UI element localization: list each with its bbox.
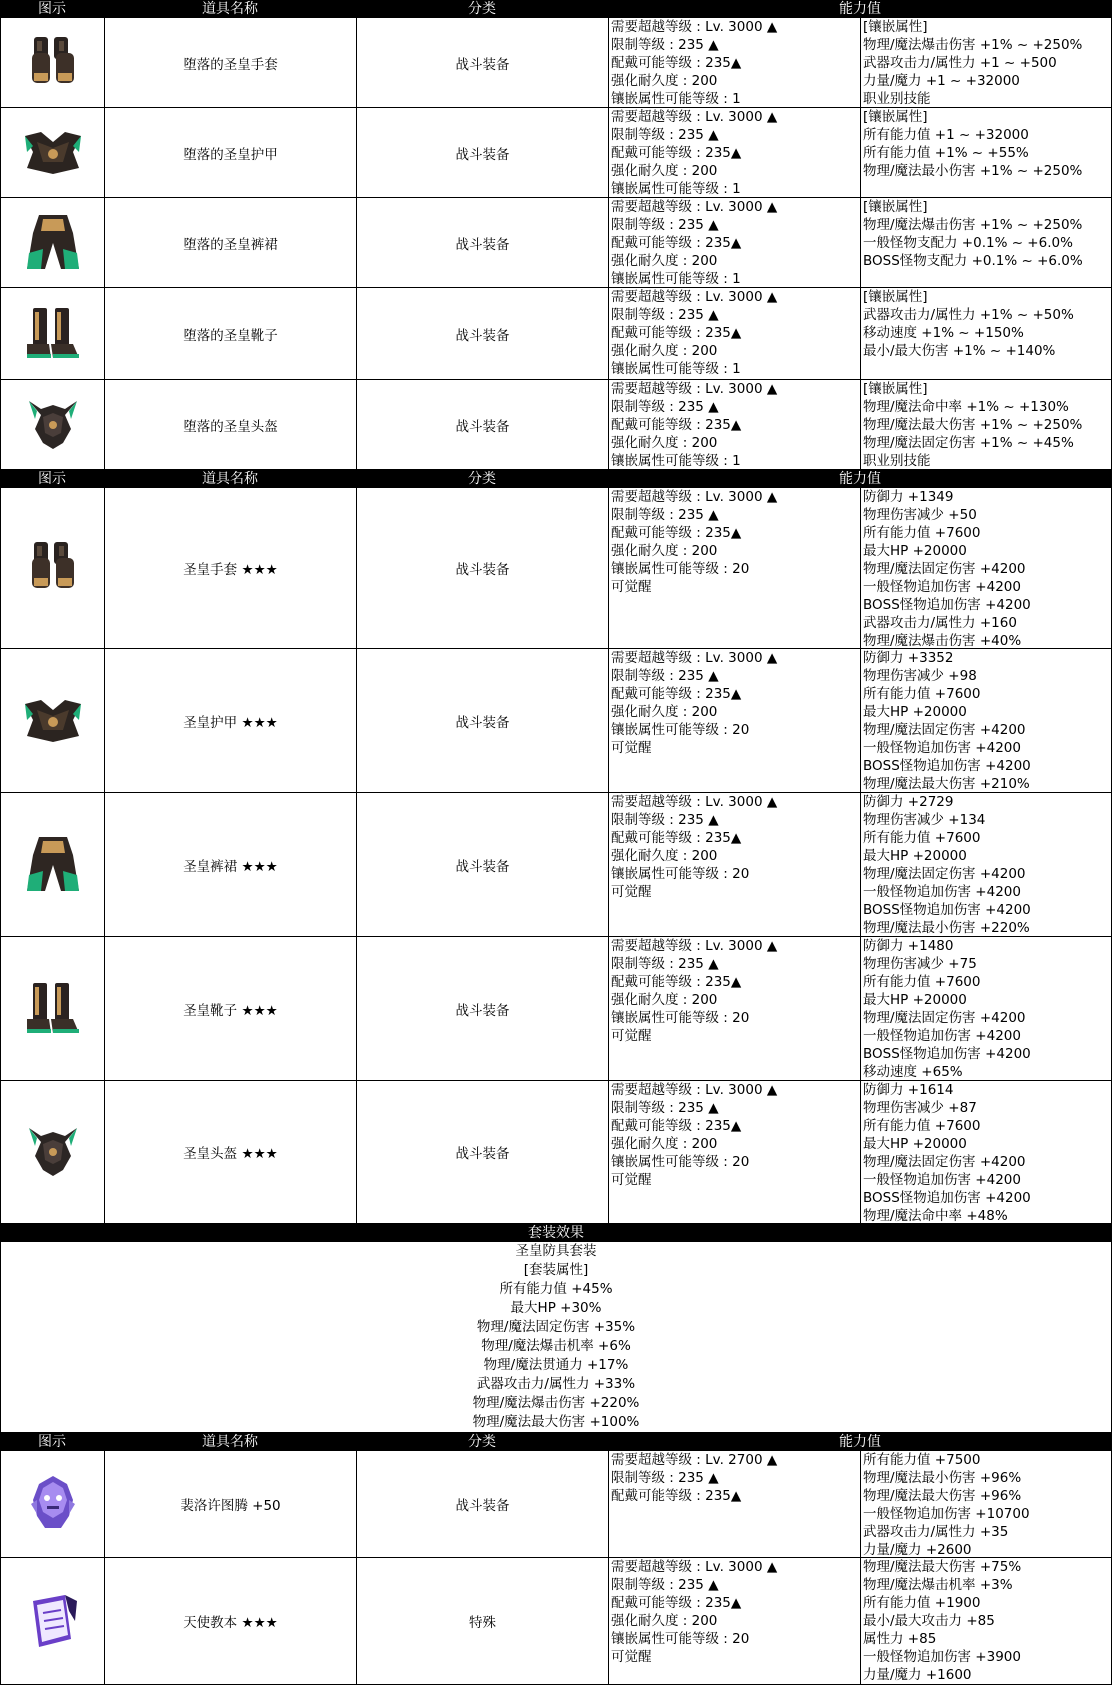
- item-requirements-cell: [608, 488, 860, 648]
- stat-line: 物理/魔法命中率 +1% ~ +130%: [863, 399, 1069, 415]
- requirement-line: 强化耐久度 : 200: [611, 1613, 718, 1629]
- stat-line: 物理/魔法最大伤害 +210%: [863, 776, 1030, 792]
- item-image-cell: [0, 488, 104, 648]
- requirement-line: 配戴可能等级 : 235▲: [611, 235, 742, 251]
- item-category: 战斗装备: [455, 236, 510, 253]
- requirement-line: 镶嵌属性可能等级 : 20: [611, 561, 750, 577]
- set-effect-line: 最大HP +30%: [510, 1300, 602, 1316]
- requirement-line: 强化耐久度 : 200: [611, 704, 718, 720]
- item-category: 战斗装备: [455, 1146, 510, 1162]
- requirement-line: 限制等级 : 235 ▲: [611, 37, 719, 53]
- stat-line: 最大HP +20000: [863, 848, 967, 864]
- stat-line: 一般怪物追加伤害 +10700: [863, 1506, 1030, 1522]
- requirement-line: 限制等级 : 235 ▲: [611, 956, 719, 972]
- requirement-line: 限制等级 : 235 ▲: [611, 399, 719, 415]
- requirement-line: 需要超越等级 : Lv. 3000 ▲: [611, 938, 778, 954]
- item-row: [0, 288, 1112, 380]
- requirement-line: 需要超越等级 : Lv. 3000 ▲: [611, 794, 778, 810]
- item-stats-cell: [860, 649, 1112, 792]
- requirement-line: 配戴可能等级 : 235▲: [611, 974, 742, 990]
- gloves-icon: [28, 33, 78, 93]
- item-category-cell: [356, 937, 608, 1080]
- item-requirements-cell: [608, 18, 860, 107]
- stat-line: 职业别技能: [863, 453, 931, 469]
- requirement-line: 镶嵌属性可能等级 : 1: [611, 271, 741, 287]
- item-category-cell: [356, 18, 608, 107]
- stat-line: 武器攻击力/属性力 +160: [863, 615, 1017, 631]
- stat-line: BOSS怪物追加伤害 +4200: [863, 1190, 1031, 1206]
- set-effect-line: 物理/魔法爆击机率 +6%: [481, 1338, 631, 1354]
- item-name: 圣皇手套 ★★★: [183, 562, 278, 578]
- item-category: 战斗装备: [455, 1002, 510, 1019]
- item-stats-cell: [860, 108, 1112, 197]
- stat-line: BOSS怪物追加伤害 +4200: [863, 1046, 1031, 1062]
- requirement-line: 配戴可能等级 : 235▲: [611, 830, 742, 846]
- item-category: 战斗装备: [455, 714, 510, 731]
- requirement-line: 需要超越等级 : Lv. 3000 ▲: [611, 1559, 778, 1575]
- stat-line: 物理伤害减少 +98: [863, 668, 977, 684]
- set-effect-line: 物理/魔法爆击伤害 +220%: [472, 1395, 640, 1411]
- item-requirements-cell: [608, 108, 860, 197]
- stat-line: 物理伤害减少 +50: [863, 507, 977, 523]
- requirement-line: 强化耐久度 : 200: [611, 163, 718, 179]
- item-category: 战斗装备: [455, 146, 510, 163]
- requirement-line: 配戴可能等级 : 235▲: [611, 55, 742, 71]
- stat-line: 最大HP +20000: [863, 992, 967, 1008]
- item-name-cell: [104, 1558, 356, 1684]
- stat-line: 防御力 +3352: [863, 650, 954, 666]
- item-image-cell: [0, 1451, 104, 1557]
- stat-line: 力量/魔力 +1 ~ +32000: [863, 73, 1020, 89]
- stat-line: 最小/最大攻击力 +85: [863, 1613, 995, 1629]
- requirement-line: 镶嵌属性可能等级 : 1: [611, 453, 741, 469]
- requirement-line: 需要超越等级 : Lv. 3000 ▲: [611, 109, 778, 125]
- item-name-cell: [104, 288, 356, 379]
- item-row: [0, 108, 1112, 198]
- requirement-line: 可觉醒: [611, 1028, 652, 1044]
- stat-line: 防御力 +2729: [863, 794, 954, 810]
- item-name: 天使教本 ★★★: [183, 1615, 278, 1631]
- item-name: 裴洛许图腾 +50: [180, 1498, 281, 1514]
- item-name-cell: [104, 488, 356, 648]
- stat-line: 物理/魔法固定伤害 +4200: [863, 561, 1026, 577]
- boots-icon: [25, 981, 81, 1037]
- item-image-cell: [0, 937, 104, 1080]
- stat-line: 最大HP +20000: [863, 543, 967, 559]
- stat-line: 物理/魔法最小伤害 +96%: [863, 1470, 1022, 1486]
- stat-line: 所有能力值 +7600: [863, 974, 981, 990]
- item-category-cell: [356, 488, 608, 648]
- item-name-cell: [104, 380, 356, 469]
- requirement-line: 配戴可能等级 : 235▲: [611, 1488, 742, 1504]
- stat-line: 物理/魔法最大伤害 +96%: [863, 1488, 1022, 1504]
- item-row: [0, 649, 1112, 793]
- boots-icon: [25, 306, 81, 362]
- stat-line: 移动速度 +1% ~ +150%: [863, 325, 1024, 341]
- helmet-icon: [25, 397, 81, 453]
- table-header: [0, 0, 1112, 18]
- item-name-cell: [104, 18, 356, 107]
- stat-line: 物理/魔法最大伤害 +75%: [863, 1559, 1022, 1575]
- stat-line: 最大HP +20000: [863, 1136, 967, 1152]
- item-name: 圣皇护甲 ★★★: [183, 714, 278, 731]
- item-category-cell: [356, 1081, 608, 1223]
- item-category: 战斗装备: [455, 327, 510, 344]
- item-category-cell: [356, 649, 608, 792]
- requirement-line: 配戴可能等级 : 235▲: [611, 525, 742, 541]
- column-header: 能力值: [839, 1, 881, 17]
- stat-line: [镶嵌属性]: [863, 289, 928, 305]
- item-requirements-cell: [608, 1558, 860, 1684]
- requirement-line: 需要超越等级 : Lv. 3000 ▲: [611, 199, 778, 215]
- stat-line: 一般怪物追加伤害 +4200: [863, 1028, 1021, 1044]
- item-requirements-cell: [608, 937, 860, 1080]
- stat-line: 防御力 +1614: [863, 1082, 954, 1098]
- requirement-line: 可觉醒: [611, 884, 652, 900]
- requirement-line: 限制等级 : 235 ▲: [611, 812, 719, 828]
- stat-line: [镶嵌属性]: [863, 199, 928, 215]
- requirement-line: 强化耐久度 : 200: [611, 992, 718, 1008]
- item-image-cell: [0, 1081, 104, 1223]
- stat-line: 所有能力值 +1 ~ +32000: [863, 127, 1029, 143]
- item-stats-cell: [860, 488, 1112, 648]
- requirement-line: 配戴可能等级 : 235▲: [611, 1118, 742, 1134]
- requirement-line: 强化耐久度 : 200: [611, 73, 718, 89]
- item-image-cell: [0, 288, 104, 379]
- item-name: 堕落的圣皇头盔: [183, 418, 278, 435]
- column-header: 分类: [468, 1434, 496, 1450]
- stat-line: 一般怪物支配力 +0.1% ~ +6.0%: [863, 235, 1073, 251]
- stat-line: 物理/魔法固定伤害 +4200: [863, 722, 1026, 738]
- table-header: [0, 470, 1112, 488]
- requirement-line: 配戴可能等级 : 235▲: [611, 145, 742, 161]
- stat-line: 物理/魔法爆击机率 +3%: [863, 1577, 1013, 1593]
- requirement-line: 配戴可能等级 : 235▲: [611, 325, 742, 341]
- armor-icon: [23, 696, 83, 746]
- armor-icon: [23, 128, 83, 178]
- item-row: [0, 1081, 1112, 1224]
- stat-line: 一般怪物追加伤害 +4200: [863, 1172, 1021, 1188]
- stat-line: 防御力 +1349: [863, 489, 954, 505]
- item-name-cell: [104, 1451, 356, 1557]
- stat-line: 一般怪物追加伤害 +3900: [863, 1649, 1021, 1665]
- item-stats-cell: [860, 1451, 1112, 1557]
- stat-line: 最小/最大伤害 +1% ~ +140%: [863, 343, 1056, 359]
- stat-line: 一般怪物追加伤害 +4200: [863, 884, 1021, 900]
- gloves-icon: [28, 538, 78, 598]
- stat-line: 属性力 +85: [863, 1631, 937, 1647]
- column-header: 图示: [38, 471, 66, 487]
- item-name: 圣皇靴子 ★★★: [183, 1002, 278, 1019]
- column-header: 图示: [38, 1, 66, 17]
- item-category: 战斗装备: [455, 562, 510, 578]
- item-name: 堕落的圣皇靴子: [183, 327, 278, 344]
- set-effect-block: [0, 1242, 1112, 1433]
- stat-line: 力量/魔力 +2600: [863, 1542, 972, 1557]
- requirement-line: 镶嵌属性可能等级 : 20: [611, 1631, 750, 1647]
- item-image-cell: [0, 1558, 104, 1684]
- item-category-cell: [356, 1451, 608, 1557]
- item-name-cell: [104, 1081, 356, 1223]
- item-category: 战斗装备: [455, 1498, 510, 1514]
- stat-line: [镶嵌属性]: [863, 381, 928, 397]
- stat-line: 物理/魔法爆击伤害 +1% ~ +250%: [863, 37, 1083, 53]
- requirement-line: 强化耐久度 : 200: [611, 435, 718, 451]
- requirement-line: 镶嵌属性可能等级 : 20: [611, 866, 750, 882]
- item-name-cell: [104, 649, 356, 792]
- stat-line: 物理伤害减少 +134: [863, 812, 986, 828]
- stat-line: 物理/魔法固定伤害 +4200: [863, 1154, 1026, 1170]
- item-category-cell: [356, 380, 608, 469]
- set-effect-line: 武器攻击力/属性力 +33%: [476, 1376, 636, 1392]
- item-category-cell: [356, 1558, 608, 1684]
- item-name: 堕落的圣皇护甲: [183, 146, 278, 163]
- item-row: [0, 18, 1112, 108]
- stat-line: 物理/魔法最小伤害 +1% ~ +250%: [863, 163, 1083, 179]
- stat-line: 物理/魔法固定伤害 +1% ~ +45%: [863, 435, 1074, 451]
- item-stats-cell: [860, 1081, 1112, 1223]
- item-row: [0, 198, 1112, 288]
- item-category: 战斗装备: [455, 858, 510, 875]
- requirement-line: 强化耐久度 : 200: [611, 543, 718, 559]
- requirement-line: 需要超越等级 : Lv. 3000 ▲: [611, 1082, 778, 1098]
- set-effect-header: 套装效果: [0, 1224, 1112, 1242]
- stat-line: 所有能力值 +7600: [863, 686, 981, 702]
- item-name: 圣皇头盔 ★★★: [183, 1146, 278, 1162]
- item-requirements-cell: [608, 288, 860, 379]
- item-category-cell: [356, 793, 608, 936]
- item-row: [0, 937, 1112, 1081]
- column-header: 分类: [468, 1, 496, 17]
- item-requirements-cell: [608, 380, 860, 469]
- item-row: [0, 380, 1112, 470]
- item-category: 战斗装备: [455, 56, 510, 73]
- requirement-line: 需要超越等级 : Lv. 3000 ▲: [611, 381, 778, 397]
- item-row: [0, 793, 1112, 937]
- item-image-cell: [0, 793, 104, 936]
- item-name-cell: [104, 108, 356, 197]
- totem-icon: [25, 1474, 81, 1534]
- stat-line: 所有能力值 +7500: [863, 1452, 981, 1468]
- set-effect-line: 物理/魔法贯通力 +17%: [483, 1357, 629, 1373]
- item-requirements-cell: [608, 793, 860, 936]
- requirement-line: 限制等级 : 235 ▲: [611, 507, 719, 523]
- item-name: 圣皇裤裙 ★★★: [183, 858, 278, 875]
- requirement-line: 可觉醒: [611, 579, 652, 595]
- stat-line: 物理/魔法最小伤害 +220%: [863, 920, 1030, 936]
- stat-line: 物理伤害减少 +75: [863, 956, 977, 972]
- item-name-cell: [104, 793, 356, 936]
- item-requirements-cell: [608, 649, 860, 792]
- stat-line: BOSS怪物追加伤害 +4200: [863, 902, 1031, 918]
- column-header: 能力值: [839, 1434, 881, 1450]
- item-image-cell: [0, 198, 104, 287]
- requirement-line: 强化耐久度 : 200: [611, 1136, 718, 1152]
- requirement-line: 镶嵌属性可能等级 : 1: [611, 361, 741, 377]
- item-image-cell: [0, 108, 104, 197]
- requirement-line: 限制等级 : 235 ▲: [611, 307, 719, 323]
- item-category-cell: [356, 288, 608, 379]
- stat-line: 所有能力值 +7600: [863, 1118, 981, 1134]
- stat-line: [镶嵌属性]: [863, 19, 928, 35]
- requirement-line: 限制等级 : 235 ▲: [611, 1577, 719, 1593]
- item-stats-cell: [860, 380, 1112, 469]
- stat-line: 武器攻击力/属性力 +35: [863, 1524, 1009, 1540]
- item-image-cell: [0, 18, 104, 107]
- requirement-line: 限制等级 : 235 ▲: [611, 1470, 719, 1486]
- requirement-line: 强化耐久度 : 200: [611, 343, 718, 359]
- item-requirements-cell: [608, 1081, 860, 1223]
- stat-line: 物理/魔法固定伤害 +4200: [863, 1010, 1026, 1026]
- item-name-cell: [104, 198, 356, 287]
- requirement-line: 配戴可能等级 : 235▲: [611, 417, 742, 433]
- item-name: 堕落的圣皇手套: [183, 56, 278, 73]
- stat-line: 物理/魔法固定伤害 +4200: [863, 866, 1026, 882]
- item-requirements-cell: [608, 198, 860, 287]
- stat-line: 物理伤害减少 +87: [863, 1100, 977, 1116]
- requirement-line: 可觉醒: [611, 740, 652, 756]
- requirement-line: 强化耐久度 : 200: [611, 848, 718, 864]
- requirement-line: 需要超越等级 : Lv. 2700 ▲: [611, 1452, 778, 1468]
- column-header: 道具名称: [202, 471, 258, 487]
- item-row: [0, 1451, 1112, 1558]
- stat-line: BOSS怪物追加伤害 +4200: [863, 758, 1031, 774]
- column-header: 图示: [38, 1434, 66, 1450]
- requirement-line: 镶嵌属性可能等级 : 20: [611, 1154, 750, 1170]
- requirement-line: 需要超越等级 : Lv. 3000 ▲: [611, 289, 778, 305]
- column-header: 能力值: [839, 471, 881, 487]
- stat-line: 武器攻击力/属性力 +1 ~ +500: [863, 55, 1057, 71]
- column-header: 分类: [468, 471, 496, 487]
- stat-line: [镶嵌属性]: [863, 109, 928, 125]
- item-row: [0, 1558, 1112, 1685]
- item-name: 堕落的圣皇裤裙: [183, 236, 278, 253]
- item-stats-cell: [860, 288, 1112, 379]
- stat-line: 最大HP +20000: [863, 704, 967, 720]
- item-image-cell: [0, 649, 104, 792]
- requirement-line: 需要超越等级 : Lv. 3000 ▲: [611, 19, 778, 35]
- item-stats-cell: [860, 198, 1112, 287]
- stat-line: 所有能力值 +1% ~ +55%: [863, 145, 1029, 161]
- requirement-line: 镶嵌属性可能等级 : 1: [611, 181, 741, 197]
- stat-line: 所有能力值 +7600: [863, 830, 981, 846]
- set-effect-line: 物理/魔法最大伤害 +100%: [472, 1414, 640, 1430]
- item-stats-cell: [860, 1558, 1112, 1684]
- item-requirements-cell: [608, 1451, 860, 1557]
- stat-line: 一般怪物追加伤害 +4200: [863, 740, 1021, 756]
- stat-line: 职业别技能: [863, 91, 931, 107]
- requirement-line: 镶嵌属性可能等级 : 1: [611, 91, 741, 107]
- requirement-line: 镶嵌属性可能等级 : 20: [611, 722, 750, 738]
- requirement-line: 需要超越等级 : Lv. 3000 ▲: [611, 489, 778, 505]
- book-icon: [25, 1591, 81, 1651]
- stat-line: 物理/魔法爆击伤害 +40%: [863, 633, 1022, 648]
- item-stats-cell: [860, 18, 1112, 107]
- stat-line: 所有能力值 +7600: [863, 525, 981, 541]
- item-stats-cell: [860, 937, 1112, 1080]
- pants-icon: [25, 213, 81, 273]
- requirement-line: 强化耐久度 : 200: [611, 253, 718, 269]
- set-effect-line: 圣皇防具套装: [515, 1243, 597, 1259]
- column-header: 道具名称: [202, 1, 258, 17]
- set-effect-line: 物理/魔法固定伤害 +35%: [476, 1319, 636, 1335]
- stat-line: 力量/魔力 +1600: [863, 1667, 972, 1683]
- stat-line: 一般怪物追加伤害 +4200: [863, 579, 1021, 595]
- item-stats-cell: [860, 793, 1112, 936]
- item-row: [0, 488, 1112, 649]
- stat-line: BOSS怪物支配力 +0.1% ~ +6.0%: [863, 253, 1083, 269]
- set-effect-line: [套装属性]: [523, 1262, 589, 1278]
- stat-line: 所有能力值 +1900: [863, 1595, 981, 1611]
- requirement-line: 限制等级 : 235 ▲: [611, 127, 719, 143]
- requirement-line: 限制等级 : 235 ▲: [611, 1100, 719, 1116]
- requirement-line: 可觉醒: [611, 1649, 652, 1665]
- pants-icon: [25, 835, 81, 895]
- requirement-line: 配戴可能等级 : 235▲: [611, 686, 742, 702]
- requirement-line: 限制等级 : 235 ▲: [611, 668, 719, 684]
- item-category: 战斗装备: [455, 418, 510, 435]
- item-image-cell: [0, 380, 104, 469]
- stat-line: BOSS怪物追加伤害 +4200: [863, 597, 1031, 613]
- requirement-line: 镶嵌属性可能等级 : 20: [611, 1010, 750, 1026]
- helmet-icon: [25, 1124, 81, 1180]
- stat-line: 防御力 +1480: [863, 938, 954, 954]
- stat-line: 武器攻击力/属性力 +1% ~ +50%: [863, 307, 1074, 323]
- set-effect-line: 所有能力值 +45%: [499, 1281, 613, 1297]
- stat-line: 物理/魔法命中率 +48%: [863, 1208, 1008, 1223]
- item-category-cell: [356, 198, 608, 287]
- item-category: 特殊: [469, 1615, 496, 1631]
- stat-line: 物理/魔法爆击伤害 +1% ~ +250%: [863, 217, 1083, 233]
- requirement-line: 限制等级 : 235 ▲: [611, 217, 719, 233]
- requirement-line: 可觉醒: [611, 1172, 652, 1188]
- item-name-cell: [104, 937, 356, 1080]
- stat-line: 物理/魔法最大伤害 +1% ~ +250%: [863, 417, 1083, 433]
- requirement-line: 需要超越等级 : Lv. 3000 ▲: [611, 650, 778, 666]
- item-category-cell: [356, 108, 608, 197]
- requirement-line: 配戴可能等级 : 235▲: [611, 1595, 742, 1611]
- table-header: [0, 1433, 1112, 1451]
- stat-line: 移动速度 +65%: [863, 1064, 963, 1080]
- column-header: 道具名称: [202, 1434, 258, 1450]
